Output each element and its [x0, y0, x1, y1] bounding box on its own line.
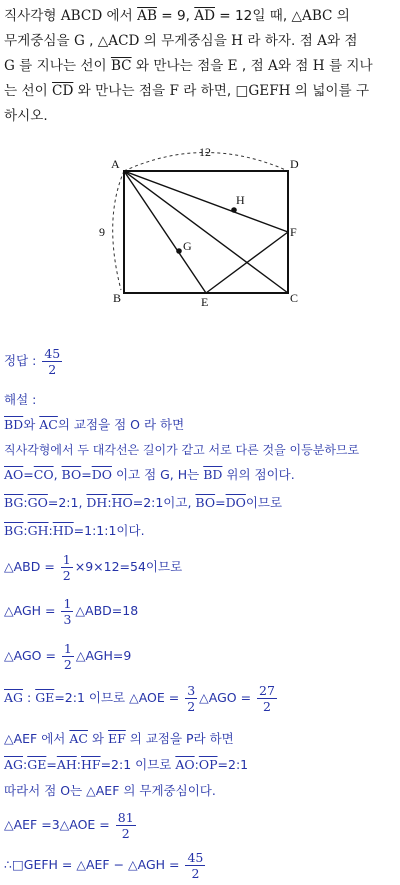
label-9: 9: [99, 225, 105, 239]
label-g: G: [183, 239, 192, 253]
answer-line: 정답 : $\frac{45}{2}$: [4, 346, 61, 377]
label-h: H: [236, 193, 245, 207]
point-g: [176, 248, 182, 254]
solution-header: 해설 :: [4, 392, 37, 407]
solution-line-7: △AGH = $\frac{1}{3}$ △ABD=18: [4, 596, 139, 627]
solution-line-10: △AEF 에서 $\overline{AC}$ 와 $\overline{EF}$ 의 교점을 P라 하면: [4, 731, 234, 746]
label-d: D: [290, 157, 299, 171]
label-c: C: [290, 291, 299, 305]
solution-line-1: $\overline{BD}$와 $\overline{AC}$의 교점을 점 O 라 하면: [4, 417, 185, 432]
line-ae: [124, 171, 206, 293]
label-f: F: [290, 225, 297, 239]
solution-line-6: △ABD = $\frac{1}{2}$ ×9×12=54이므로: [4, 552, 183, 583]
problem-line-1: 직사각형 ABCD 에서 $\overline{AB} = 9$, $\overline{AD} = 12$일 때, △ABC 의: [4, 8, 350, 24]
answer-fraction: $\frac{45}{2}$: [44, 346, 61, 377]
solution-line-11: $\overline{AG}:\overline{GE}=\overline{AH}:\overline{HF}=2:1$ 이므로 $\overline{AO}:\overline{OP}=2:1$: [4, 757, 249, 772]
line-af: [124, 171, 288, 232]
solution-line-5: $\overline{BG}:\overline{GH}:\overline{HD}=1:1:1$이다.: [4, 523, 145, 538]
problem-line-2: 무게중심을 G , △ACD 의 무게중심을 H 라 하자. 점 A와 점: [4, 33, 358, 49]
label-e: E: [201, 295, 209, 309]
solution-line-8: △AGO = $\frac{1}{2}$ △AGH=9: [4, 641, 132, 672]
solution-line-14: ∴□GEFH = △AEF − △AGH = $\frac{45}{2}$: [4, 850, 204, 881]
geometry-figure: [95, 140, 315, 310]
solution-line-3: $\overline{AO}=\overline{CO}$, $\overline{BO}=\overline{DO}$ 이고 점 G, H는 $\overline{BD}$ 위의 점이다.: [4, 467, 295, 482]
label-a: A: [111, 157, 120, 171]
problem-line-5: 하시오.: [4, 108, 48, 124]
arc-ab: [113, 171, 124, 290]
solution-line-9: $\overline{AG}$ : $\overline{GE}=2:1$ 이므로 △AOE = $\frac{3}{2}$ △AGO = $\frac{27}{2}$: [4, 683, 275, 714]
problem-line-3: G 를 지나는 선이 $\overline{BC}$ 와 만나는 점을 E , 점 A와 점 H 를 지나: [4, 58, 373, 74]
label-b: B: [113, 291, 122, 305]
line-ac: [124, 171, 288, 293]
problem-line-4: 는 선이 $\overline{CD}$ 와 만나는 점을 F 라 하면, □GEFH 의 넓이를 구: [4, 83, 370, 99]
problem-text: [4, 4, 396, 129]
label-12: 12: [199, 145, 211, 159]
solution-line-2: 직사각형에서 두 대각선은 길이가 같고 서로 다른 것을 이등분하므로: [4, 443, 360, 457]
solution-line-4: $\overline{BG}:\overline{GO}=2:1$, $\overline{DH}:\overline{HO}=2:1$이고, $\overline{BO}=\overline{DO}$이므로: [4, 495, 283, 510]
solution-line-12: 따라서 점 O는 △AEF 의 무게중심이다.: [4, 783, 216, 798]
point-h: [231, 207, 237, 213]
solution-line-13: △AEF =3△AOE = $\frac{81}{2}$: [4, 810, 134, 841]
